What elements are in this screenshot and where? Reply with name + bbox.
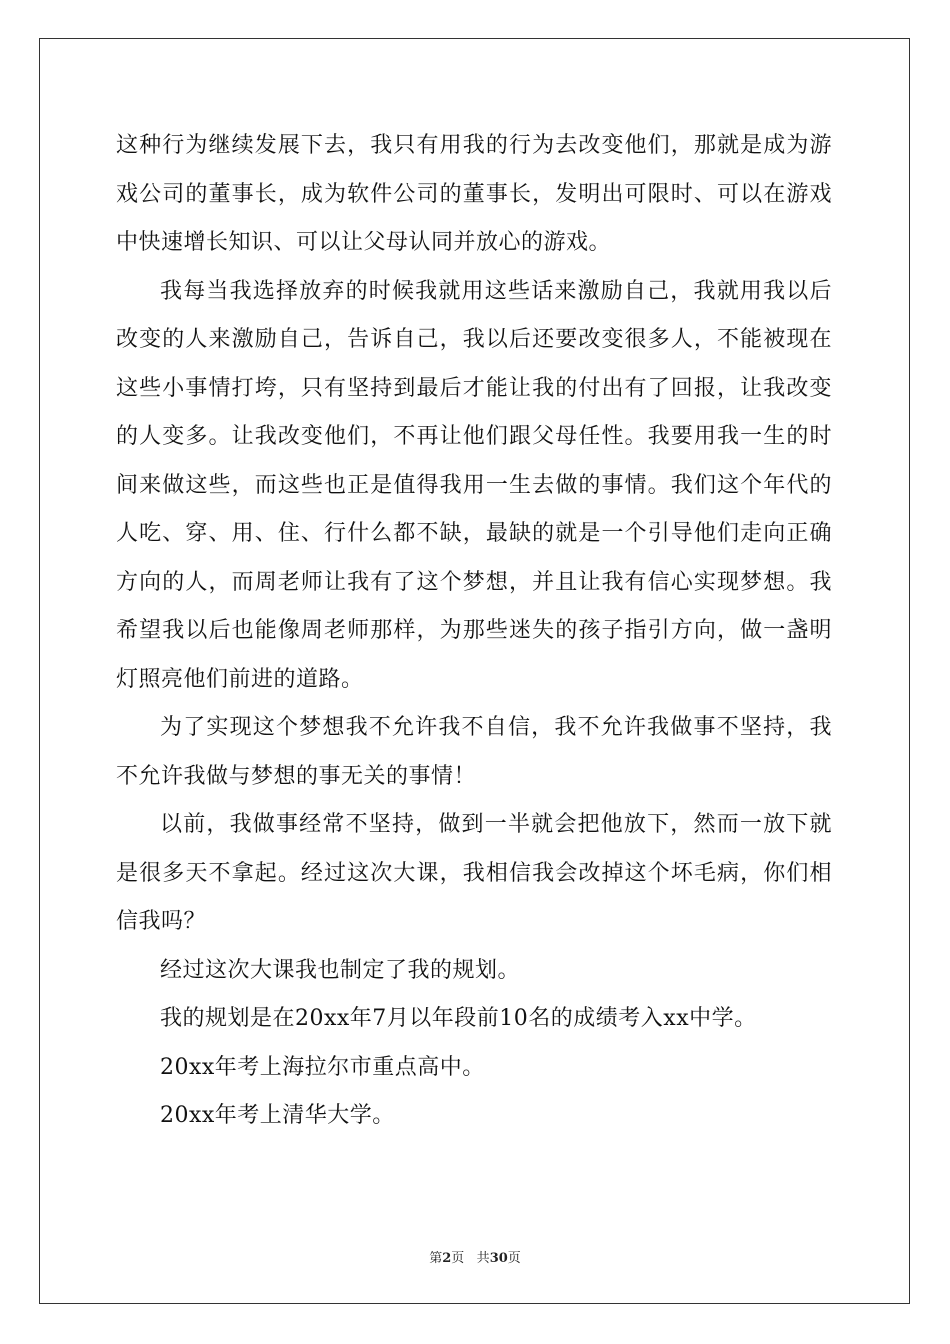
footer-page-suffix: 页 (451, 1251, 465, 1266)
footer-total-pages: 30 (489, 1251, 508, 1266)
paragraph-6: 我的规划是在20xx年7月以年段前10名的成绩考入xx中学。 (160, 1006, 757, 1031)
paragraph-7: 20xx年考上海拉尔市重点高中。 (160, 1054, 485, 1080)
footer-total-suffix: 页 (507, 1251, 521, 1266)
footer-prefix: 第 (429, 1251, 443, 1266)
paragraph-8: 20xx年考上清华大学。 (160, 1103, 395, 1128)
page-footer (0, 1247, 950, 1266)
paragraph-3: 为了实现这个梦想我不允许我不自信，我不允许我做事不坚持，我不允许我做与梦想的事无关的事情！ (116, 715, 832, 789)
document-body (116, 122, 832, 1141)
paragraph-2: 我每当我选择放弃的时候我就用这些话来激励自己，我就用我以后改变的人来激励自己，告诉自己，我以后还要改变很多人，不能被现在这些小事情打垮，只有坚持到最后才能让我的付出有了回报，让我改变的人变多。让我改变他们，不再让他们跟父母任性。我要用我一生的时间来做这些，而这些也正是值得我用一生去做的事情。我们这个年代的人吃、穿、用、住、行什么都不缺，最缺的就是一个引导他们走向正确方向的人，而周老师让我有了这个梦想，并且让我有信心实现梦想。我希望我以后也能像周老师那样，为那些迷失的孩子指引方向，做一盏明灯照亮他们前进的道路。 (116, 278, 832, 692)
paragraph-4: 以前，我做事经常不坚持，做到一半就会把他放下，然而一放下就是很多天不拿起。经过这次大课，我相信我会改掉这个坏毛病，你们相信我吗？ (116, 812, 832, 934)
footer-page-number: 2 (442, 1251, 452, 1266)
paragraph-1: 这种行为继续发展下去，我只有用我的行为去改变他们，那就是成为游戏公司的董事长，成为软件公司的董事长，发明出可限时、可以在游戏中快速增长知识、可以让父母认同并放心的游戏。 (116, 133, 832, 255)
footer-total-prefix: 共 (476, 1251, 490, 1266)
paragraph-5: 经过这次大课我也制定了我的规划。 (160, 957, 521, 983)
